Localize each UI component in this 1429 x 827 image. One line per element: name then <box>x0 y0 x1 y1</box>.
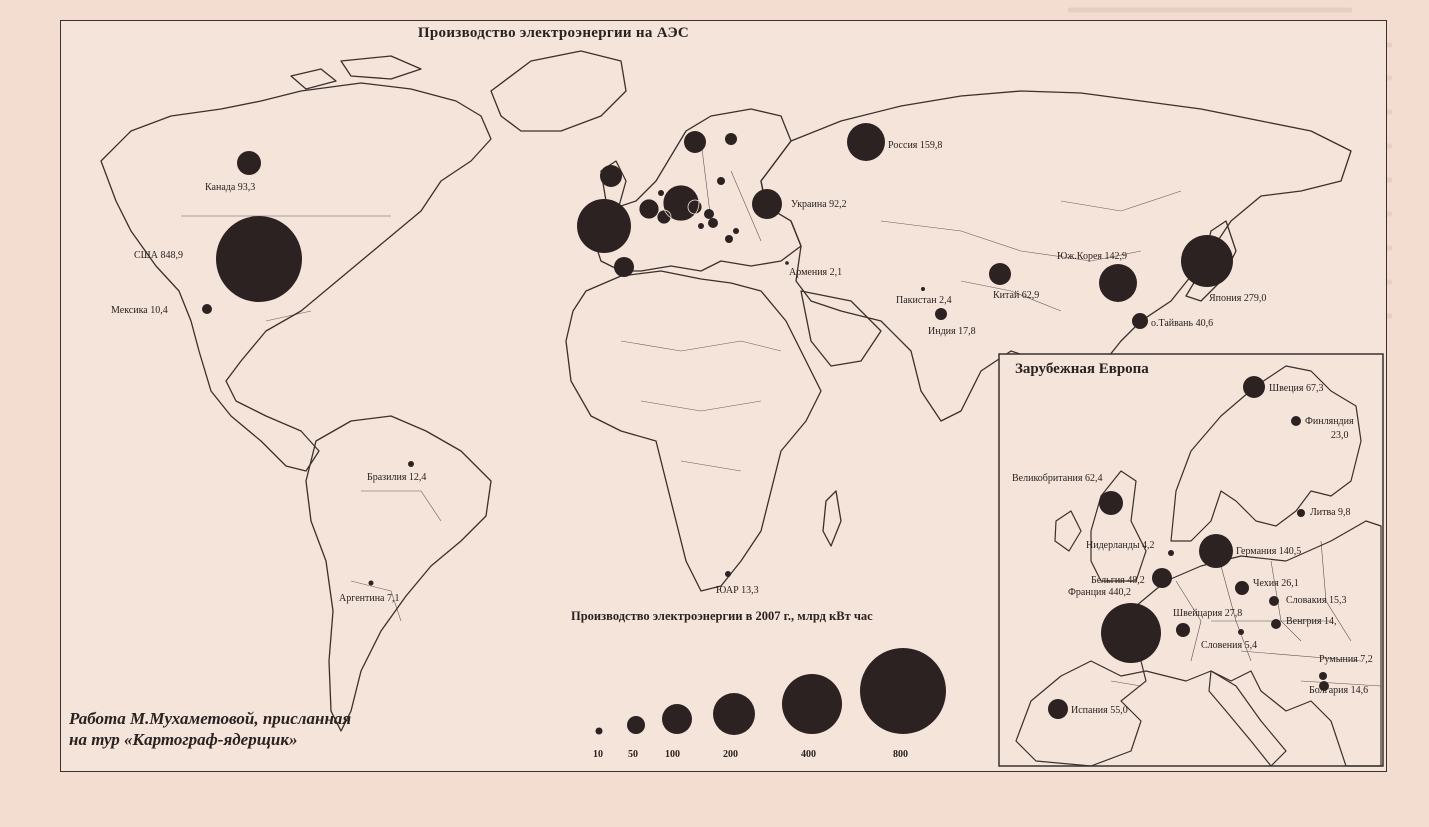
marker-canada <box>237 151 261 175</box>
marker-hungary-world <box>708 218 718 228</box>
label-brazil: Бразилия 12,4 <box>367 472 427 483</box>
label-spain: Испания 55,0 <box>1071 705 1128 716</box>
label-usa: США 848,9 <box>134 250 183 261</box>
label-hungary: Венгрия 14, <box>1286 616 1337 627</box>
legend-circle-200 <box>713 693 755 735</box>
marker-india <box>935 308 947 320</box>
label-romania: Румыния 7,2 <box>1319 654 1373 665</box>
label-slovakia: Словакия 15,3 <box>1286 595 1347 606</box>
label-russia: Россия 159,8 <box>888 140 943 151</box>
label-argentina: Аргентина 7,1 <box>339 593 400 604</box>
map-title: Производство электроэнергии на АЭС <box>417 25 690 41</box>
label-uk: Великобритания 62,4 <box>1012 473 1103 484</box>
label-china: Китай 62,9 <box>993 290 1040 301</box>
marker-russia <box>847 123 885 161</box>
label-belgium: Бельгия 48,2 <box>1091 575 1145 586</box>
label-canada: Канада 93,3 <box>205 182 256 193</box>
marker-slovakia <box>1269 596 1279 606</box>
legend-circle-10 <box>596 728 603 735</box>
marker-slovenia-world <box>698 223 704 229</box>
marker-spain-world <box>614 257 634 277</box>
label-armenia: Армения 2,1 <box>789 267 843 278</box>
marker-uk <box>1099 491 1123 515</box>
marker-argentina <box>369 581 374 586</box>
label-slovenia: Словения 5,4 <box>1201 640 1258 651</box>
marker-brazil <box>408 461 414 467</box>
label-switzerland: Швейцария 27,8 <box>1173 608 1243 619</box>
marker-finland <box>1291 416 1301 426</box>
legend-label-100: 100 <box>665 749 680 760</box>
inset-title: Зарубежная Европа <box>1015 361 1149 377</box>
marker-sweden <box>1243 376 1265 398</box>
legend-circle-400 <box>782 674 842 734</box>
legend-title: Производство электроэнергии в 2007 г., млрд кВт час <box>571 609 873 623</box>
marker-netherlands-world <box>658 190 664 196</box>
marker-slovenia <box>1238 629 1244 635</box>
label-netherlands: Нидерланды 4,2 <box>1086 540 1155 551</box>
legend-circle-100 <box>662 704 692 734</box>
marker-hungary <box>1271 619 1281 629</box>
credit-caption <box>69 708 351 750</box>
marker-czech <box>1235 581 1249 595</box>
marker-slovakia-world <box>704 209 714 219</box>
label-finland-value: 23,0 <box>1331 430 1349 441</box>
legend-circle-50 <box>627 716 645 734</box>
marker-lithuania <box>1297 509 1305 517</box>
credit-line-2: на тур «Картограф-ядерщик» <box>69 730 298 749</box>
label-lithuania: Литва 9,8 <box>1310 507 1351 518</box>
marker-pakistan <box>921 287 925 291</box>
label-bulgaria: Болгария 14,6 <box>1309 685 1369 696</box>
legend-label-800: 800 <box>893 749 908 760</box>
label-taiwan: о.Тайвань 40,6 <box>1151 318 1214 329</box>
marker-romania <box>1319 672 1327 680</box>
marker-mexico <box>202 304 212 314</box>
map-frame <box>60 20 1387 772</box>
legend-label-200: 200 <box>723 749 738 760</box>
label-france: Франция 440,2 <box>1068 587 1131 598</box>
legend-label-400: 400 <box>801 749 816 760</box>
marker-south-africa <box>725 571 731 577</box>
marker-france <box>1101 603 1161 663</box>
marker-finland-world <box>725 133 737 145</box>
marker-south-korea <box>1099 264 1137 302</box>
label-south-korea: Юж.Корея 142,9 <box>1057 251 1128 262</box>
marker-bulgaria-world <box>725 235 733 243</box>
label-czech: Чехия 26,1 <box>1253 578 1299 589</box>
greenland-outline <box>491 51 626 131</box>
world-map <box>61 21 1386 771</box>
marker-spain <box>1048 699 1068 719</box>
credit-line-1: Работа М.Мухаметовой, присланная <box>69 709 352 728</box>
marker-china <box>989 263 1011 285</box>
marker-armenia <box>785 261 789 265</box>
label-south-africa: ЮАР 13,3 <box>716 585 759 596</box>
legend-circle-800 <box>860 648 946 734</box>
label-germany: Германия 140,5 <box>1236 546 1302 557</box>
marker-belgium <box>1152 568 1172 588</box>
africa-outline <box>566 271 821 591</box>
label-pakistan: Пакистан 2,4 <box>896 295 952 306</box>
marker-netherlands <box>1168 550 1174 556</box>
label-finland-name: Финляндия <box>1305 416 1354 427</box>
south-america-outline <box>306 416 491 731</box>
legend-label-50: 50 <box>628 749 638 760</box>
label-sweden: Швеция 67,3 <box>1269 383 1324 394</box>
label-india: Индия 17,8 <box>928 326 976 337</box>
marker-switzerland <box>1176 623 1190 637</box>
marker-lithuania-world <box>717 177 725 185</box>
marker-uk-world <box>600 165 622 187</box>
marker-ukraine <box>752 189 782 219</box>
label-japan: Япония 279,0 <box>1209 293 1267 304</box>
marker-france-world <box>577 199 631 253</box>
marker-germany <box>1199 534 1233 568</box>
label-ukraine: Украина 92,2 <box>791 199 847 210</box>
marker-sweden-world <box>684 131 706 153</box>
label-mexico: Мексика 10,4 <box>111 305 168 316</box>
marker-romania-world <box>733 228 739 234</box>
legend-label-10: 10 <box>593 749 603 760</box>
marker-usa <box>216 216 302 302</box>
marker-japan <box>1181 235 1233 287</box>
madagascar-outline <box>823 491 841 546</box>
marker-taiwan <box>1132 313 1148 329</box>
